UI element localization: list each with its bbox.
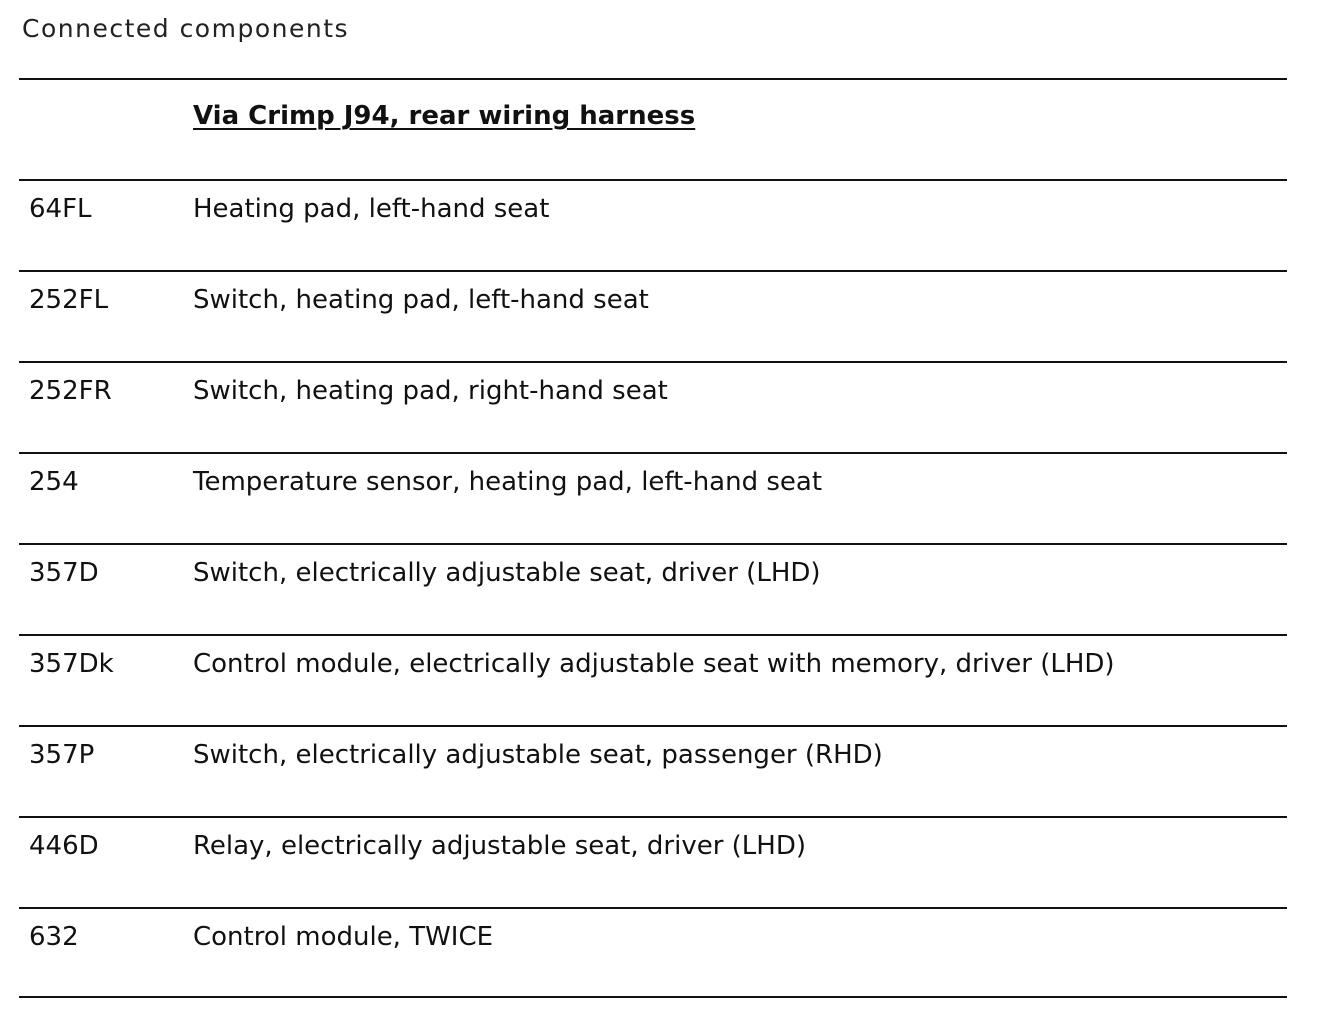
section-header: Via Crimp J94, rear wiring harness (193, 101, 696, 131)
component-code: 252FL (29, 285, 109, 315)
component-code: 357D (29, 558, 99, 588)
component-code: 252FR (29, 376, 112, 406)
table-row (19, 725, 1287, 816)
table-row (19, 452, 1287, 543)
page-title: Connected components (22, 14, 350, 43)
component-code: 632 (29, 922, 79, 952)
component-description: Heating pad, left-hand seat (193, 194, 550, 224)
component-code: 357P (29, 740, 95, 770)
table-row (19, 634, 1287, 725)
table-row (19, 179, 1287, 270)
component-code: 357Dk (29, 649, 114, 679)
component-code: 446D (29, 831, 99, 861)
table-row (19, 543, 1287, 634)
table-row (19, 816, 1287, 907)
component-description: Temperature sensor, heating pad, left-hand seat (193, 467, 823, 497)
table-row (19, 361, 1287, 452)
component-code: 64FL (29, 194, 92, 224)
component-description: Relay, electrically adjustable seat, driver (LHD) (193, 831, 807, 861)
component-description: Control module, TWICE (193, 922, 494, 952)
component-description: Switch, heating pad, left-hand seat (193, 285, 649, 315)
table-row (19, 270, 1287, 361)
component-description: Switch, electrically adjustable seat, passenger (RHD) (193, 740, 883, 770)
component-description: Control module, electrically adjustable seat with memory, driver (LHD) (193, 649, 1115, 679)
component-code: 254 (29, 467, 79, 497)
component-description: Switch, heating pad, right-hand seat (193, 376, 668, 406)
component-description: Switch, electrically adjustable seat, driver (LHD) (193, 558, 821, 588)
table-row (19, 907, 1287, 998)
table-header-row (19, 78, 1287, 179)
components-table (19, 78, 1287, 998)
